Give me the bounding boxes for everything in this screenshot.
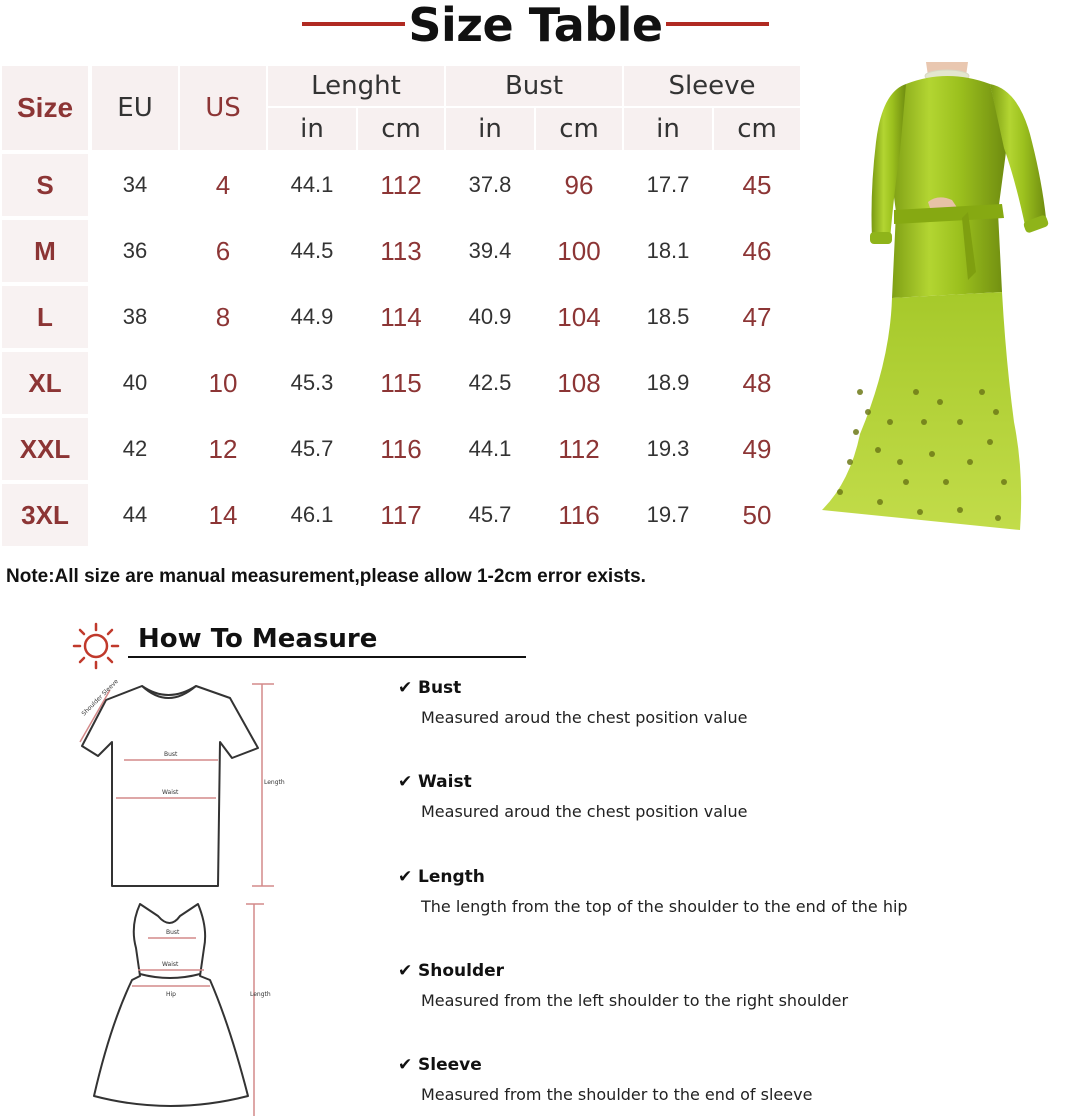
instruction-title: Bust bbox=[418, 678, 462, 698]
header-us: US bbox=[180, 66, 266, 150]
header-group: Sleeve bbox=[624, 66, 800, 106]
row-value: 46.1 bbox=[290, 502, 334, 527]
row-us: 6 bbox=[215, 235, 231, 266]
row-value: 50 bbox=[742, 499, 772, 530]
instruction-title: Shoulder bbox=[418, 961, 505, 981]
header-unit: in bbox=[624, 108, 712, 150]
row-value: 45.7 bbox=[468, 502, 512, 527]
row-value: 40.9 bbox=[468, 304, 512, 329]
row-eu: 36 bbox=[122, 238, 148, 263]
instruction-desc: Measured aroud the chest position value bbox=[421, 802, 748, 821]
row-value: 19.3 bbox=[646, 436, 690, 461]
header-unit: in bbox=[446, 108, 534, 150]
header-unit: cm bbox=[714, 108, 800, 150]
page-header bbox=[0, 0, 1070, 52]
row-value: 112 bbox=[380, 169, 422, 200]
row-value: 45 bbox=[742, 169, 772, 200]
header-unit: cm bbox=[358, 108, 444, 150]
row-value: 114 bbox=[380, 301, 422, 332]
instruction-length bbox=[398, 867, 1058, 916]
row-value: 115 bbox=[380, 367, 422, 398]
row-us: 8 bbox=[215, 301, 231, 332]
header-group: Lenght bbox=[268, 66, 444, 106]
diagram-label-waist: Waist bbox=[162, 789, 179, 796]
check-icon: ✔ bbox=[398, 678, 413, 698]
diagram-label-length: Length bbox=[264, 779, 285, 786]
row-size: L bbox=[2, 286, 88, 348]
row-value: 19.7 bbox=[646, 502, 690, 527]
row-value: 44.1 bbox=[468, 436, 512, 461]
instruction-desc: Measured from the shoulder to the end of sleeve bbox=[421, 1085, 813, 1104]
check-icon: ✔ bbox=[398, 1055, 413, 1075]
row-us: 14 bbox=[208, 499, 238, 530]
row-value: 45.7 bbox=[290, 436, 334, 461]
row-size: 3XL bbox=[2, 484, 88, 546]
tshirt-outline bbox=[82, 686, 258, 886]
dress-photo bbox=[820, 62, 1060, 548]
row-value: 117 bbox=[380, 499, 422, 530]
header-group: Bust bbox=[446, 66, 622, 106]
row-eu: 42 bbox=[122, 436, 148, 461]
title-rule-right bbox=[666, 22, 769, 26]
instruction-bust bbox=[398, 678, 1058, 727]
diagram-label-waist-dress: Waist bbox=[162, 961, 179, 968]
row-value: 18.5 bbox=[646, 304, 690, 329]
row-us: 4 bbox=[215, 169, 231, 200]
row-value: 18.1 bbox=[646, 238, 690, 263]
instruction-sleeve bbox=[398, 1055, 1058, 1104]
row-value: 44.9 bbox=[290, 304, 334, 329]
how-to-measure-underline bbox=[128, 656, 526, 658]
instruction-waist bbox=[398, 772, 1058, 821]
row-value: 48 bbox=[742, 367, 772, 398]
instruction-desc: Measured aroud the chest position value bbox=[421, 708, 748, 727]
instruction-title: Waist bbox=[418, 772, 472, 792]
row-value: 116 bbox=[558, 499, 600, 530]
row-size: XL bbox=[2, 352, 88, 414]
row-value: 46 bbox=[742, 235, 772, 266]
row-value: 44.5 bbox=[290, 238, 334, 263]
row-value: 104 bbox=[557, 301, 601, 332]
measurement-note: Note:All size are manual measurement,please allow 1-2cm error exists. bbox=[6, 566, 646, 587]
row-value: 45.3 bbox=[290, 370, 334, 395]
row-value: 47 bbox=[742, 301, 772, 332]
diagram-label-length-dress: Length bbox=[250, 991, 271, 998]
header-unit: cm bbox=[536, 108, 622, 150]
title-rule-left bbox=[302, 22, 405, 26]
check-icon: ✔ bbox=[398, 867, 413, 887]
header-eu: EU bbox=[92, 66, 178, 150]
row-value: 17.7 bbox=[646, 172, 690, 197]
row-eu: 40 bbox=[122, 370, 148, 395]
check-icon: ✔ bbox=[398, 772, 413, 792]
row-value: 49 bbox=[742, 433, 772, 464]
page-title: Size Table bbox=[408, 0, 663, 52]
header-size: Size bbox=[2, 66, 88, 150]
diagram-label-hip: Hip bbox=[166, 991, 176, 998]
row-value: 112 bbox=[558, 433, 600, 464]
instruction-title: Length bbox=[418, 867, 485, 887]
row-value: 113 bbox=[380, 235, 422, 266]
row-size: XXL bbox=[2, 418, 88, 480]
instruction-desc: The length from the top of the shoulder to the end of the hip bbox=[421, 897, 908, 916]
row-value: 116 bbox=[380, 433, 422, 464]
row-value: 42.5 bbox=[468, 370, 512, 395]
row-us: 10 bbox=[208, 367, 238, 398]
row-us: 12 bbox=[208, 433, 238, 464]
how-to-measure-title: How To Measure bbox=[138, 624, 378, 654]
row-size: M bbox=[2, 220, 88, 282]
row-value: 100 bbox=[557, 235, 601, 266]
row-value: 44.1 bbox=[290, 172, 334, 197]
diagram-label-bust: Bust bbox=[164, 751, 178, 758]
diagram-label-bust-dress: Bust bbox=[166, 929, 180, 936]
row-value: 108 bbox=[557, 367, 601, 398]
row-value: 37.8 bbox=[468, 172, 512, 197]
instruction-shoulder bbox=[398, 961, 1058, 1010]
row-eu: 34 bbox=[122, 172, 148, 197]
header-unit: in bbox=[268, 108, 356, 150]
diagram-label-shoulder-sleeve: Shoulder Sleeve bbox=[80, 678, 120, 718]
row-eu: 44 bbox=[122, 502, 148, 527]
row-value: 96 bbox=[564, 169, 594, 200]
row-eu: 38 bbox=[122, 304, 148, 329]
instruction-desc: Measured from the left shoulder to the right shoulder bbox=[421, 991, 849, 1010]
instruction-title: Sleeve bbox=[418, 1055, 482, 1075]
measurement-diagrams bbox=[70, 676, 290, 1116]
sun-icon bbox=[72, 618, 124, 670]
row-value: 39.4 bbox=[468, 238, 512, 263]
row-size: S bbox=[2, 154, 88, 216]
row-value: 18.9 bbox=[646, 370, 690, 395]
check-icon: ✔ bbox=[398, 961, 413, 981]
